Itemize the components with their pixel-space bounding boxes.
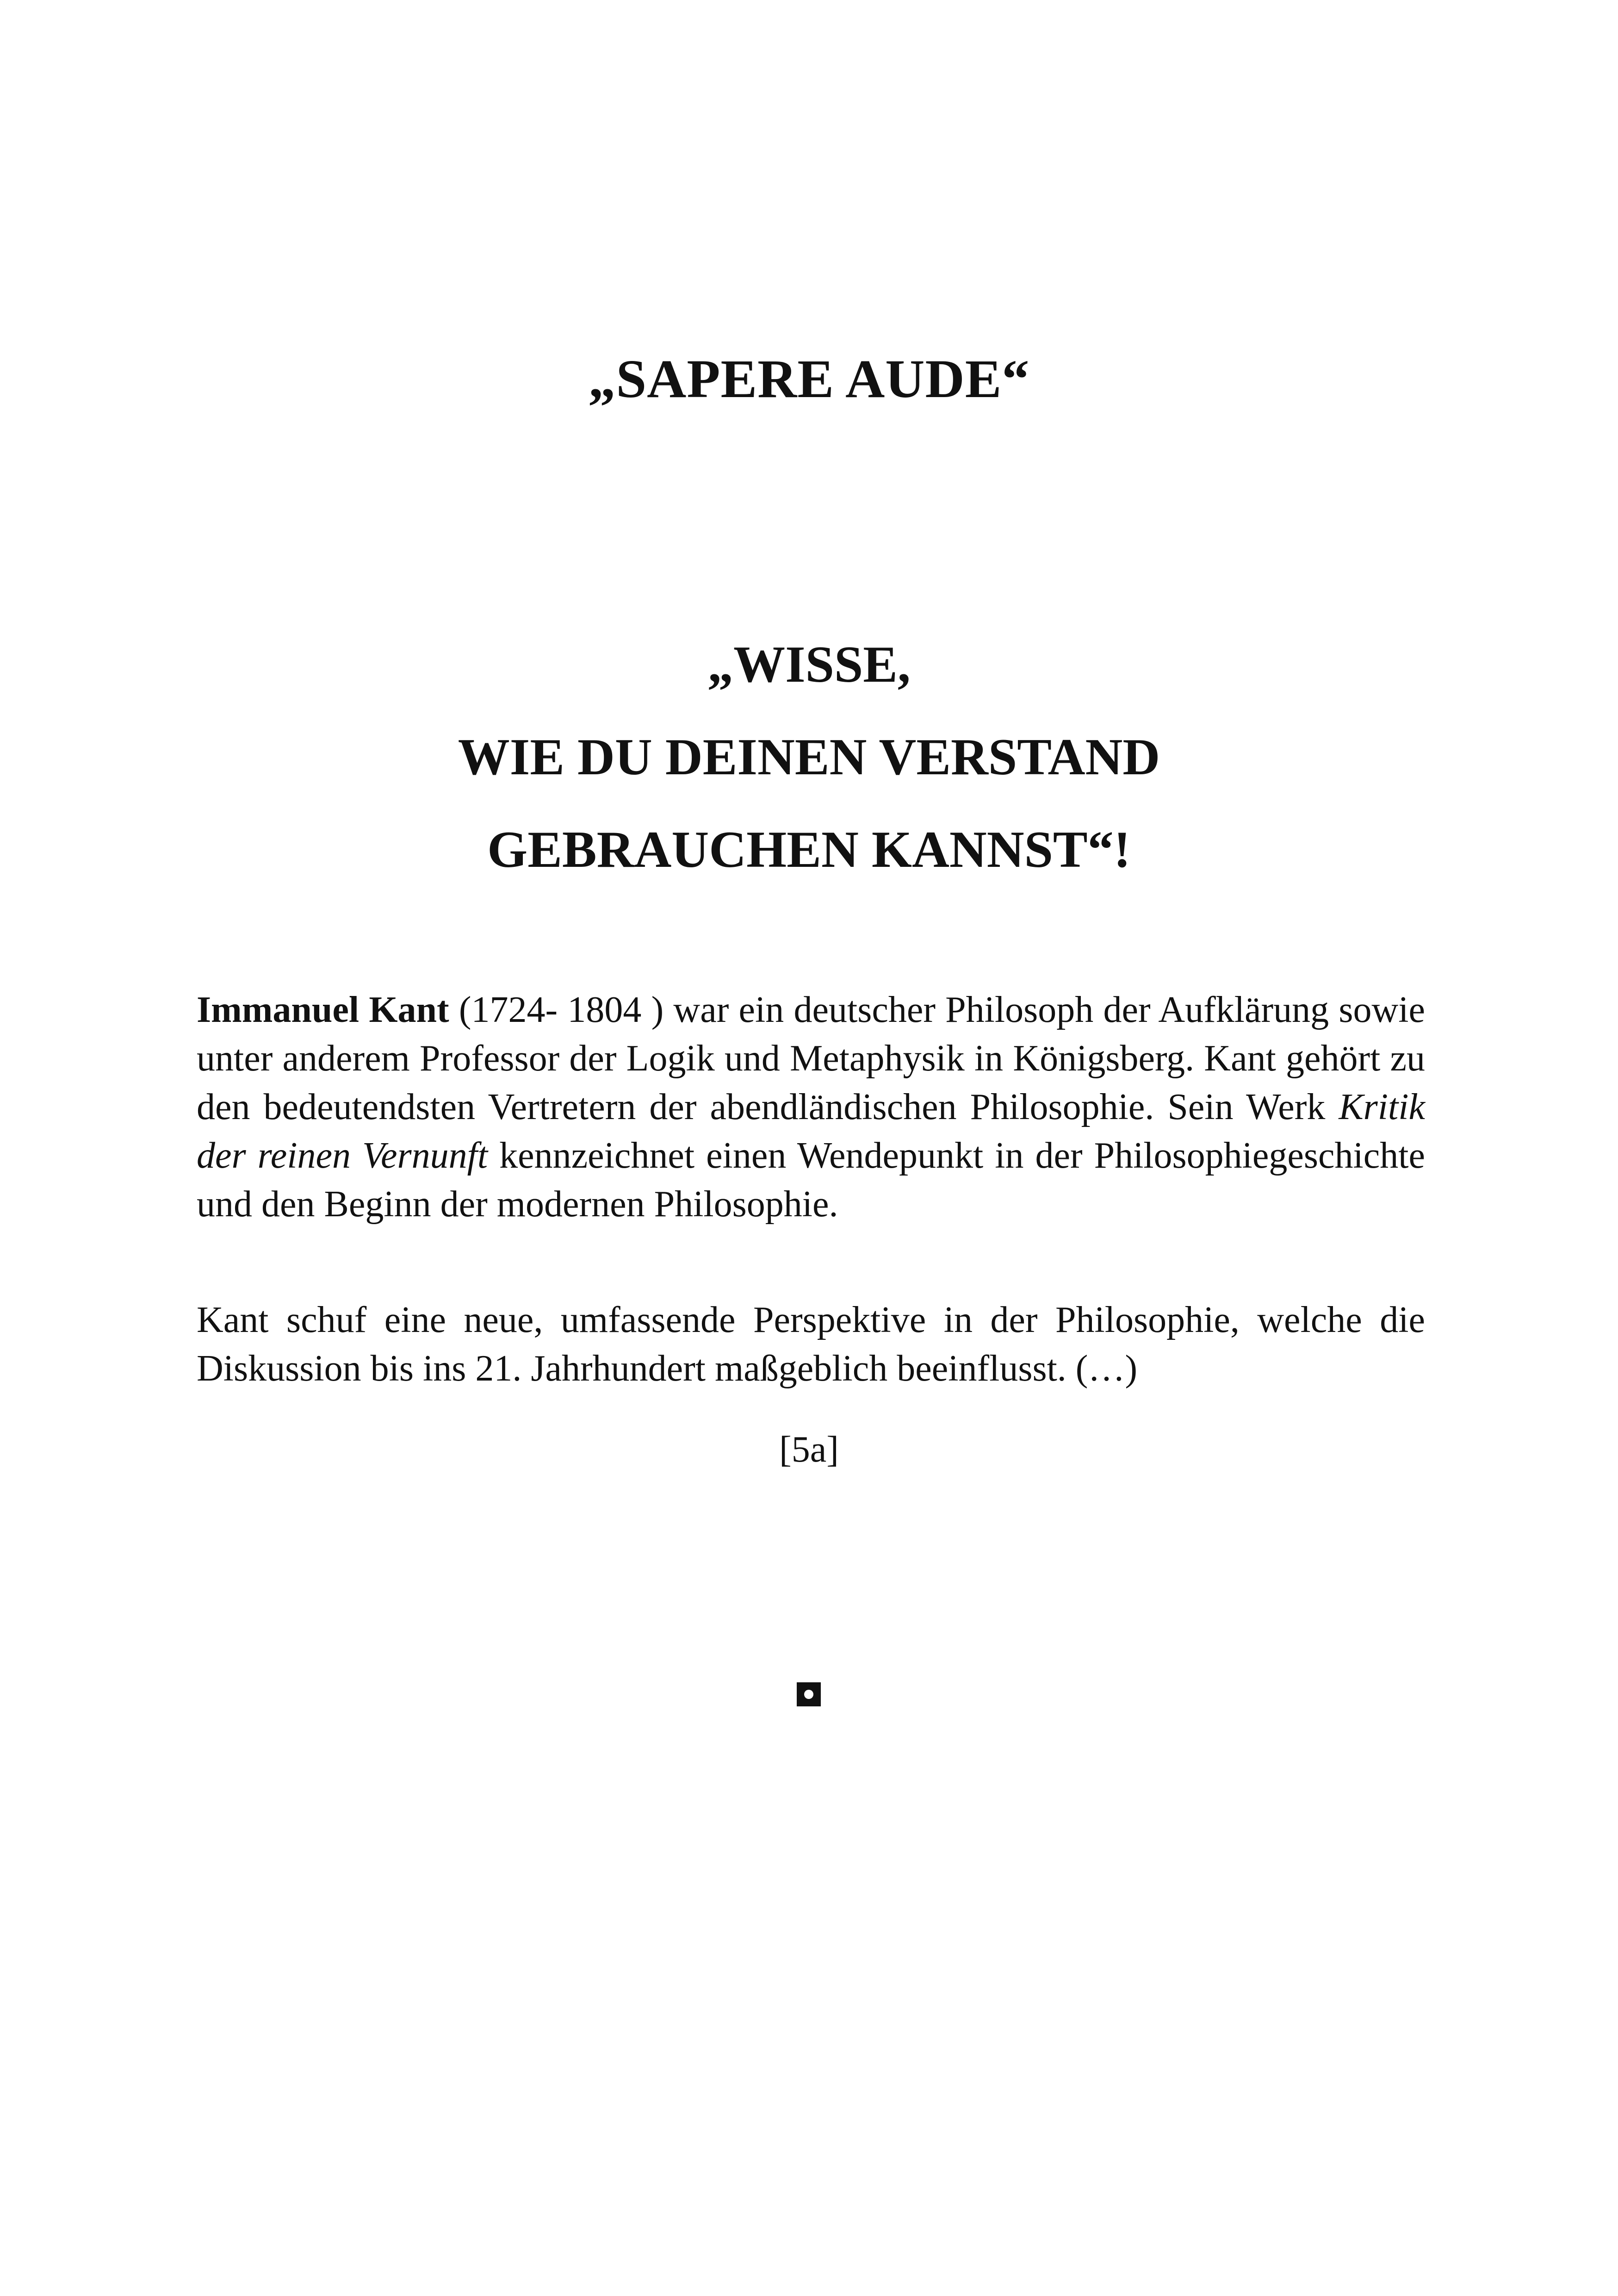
paragraph-kant-intro — [197, 986, 1425, 1229]
page-title: „SAPERE AUDE“ — [588, 348, 1030, 409]
paragraph-kant-influence: Kant schuf eine neue, umfassende Perspektive in der Philosophie, welche die Diskussion bis ins 21. Jahrhundert maßgeblich beeinflusst. (…) — [197, 1300, 1425, 1389]
heading-line-3: GEBRAUCHEN KANNST“! — [487, 821, 1131, 878]
person-name: Immanuel Kant — [197, 989, 449, 1030]
reference-marker: [5a] — [779, 1429, 839, 1470]
heading-line-2: WIE DU DEINEN VERSTAND — [458, 728, 1160, 786]
work-title: Kritik der reinen Vernunft — [197, 1087, 1425, 1176]
square-dot-icon — [797, 1682, 821, 1706]
heading-line-1: „WISSE, — [707, 636, 911, 693]
paragraph-text-part-1: (1724- 1804 ) war ein deutscher Philosoph der Aufklärung sowie unter anderem Professor der Logik und Metaphysik in Königsberg. Kant gehört zu den bedeutendsten Vertretern der abendländischen Philosophie. Sein Werk — [197, 989, 1426, 1127]
paragraph-text-part-2: kennzeichnet einen Wendepunkt in der Philosophiegeschichte und den Beginn der modernen Philosophie. — [197, 1135, 1426, 1225]
